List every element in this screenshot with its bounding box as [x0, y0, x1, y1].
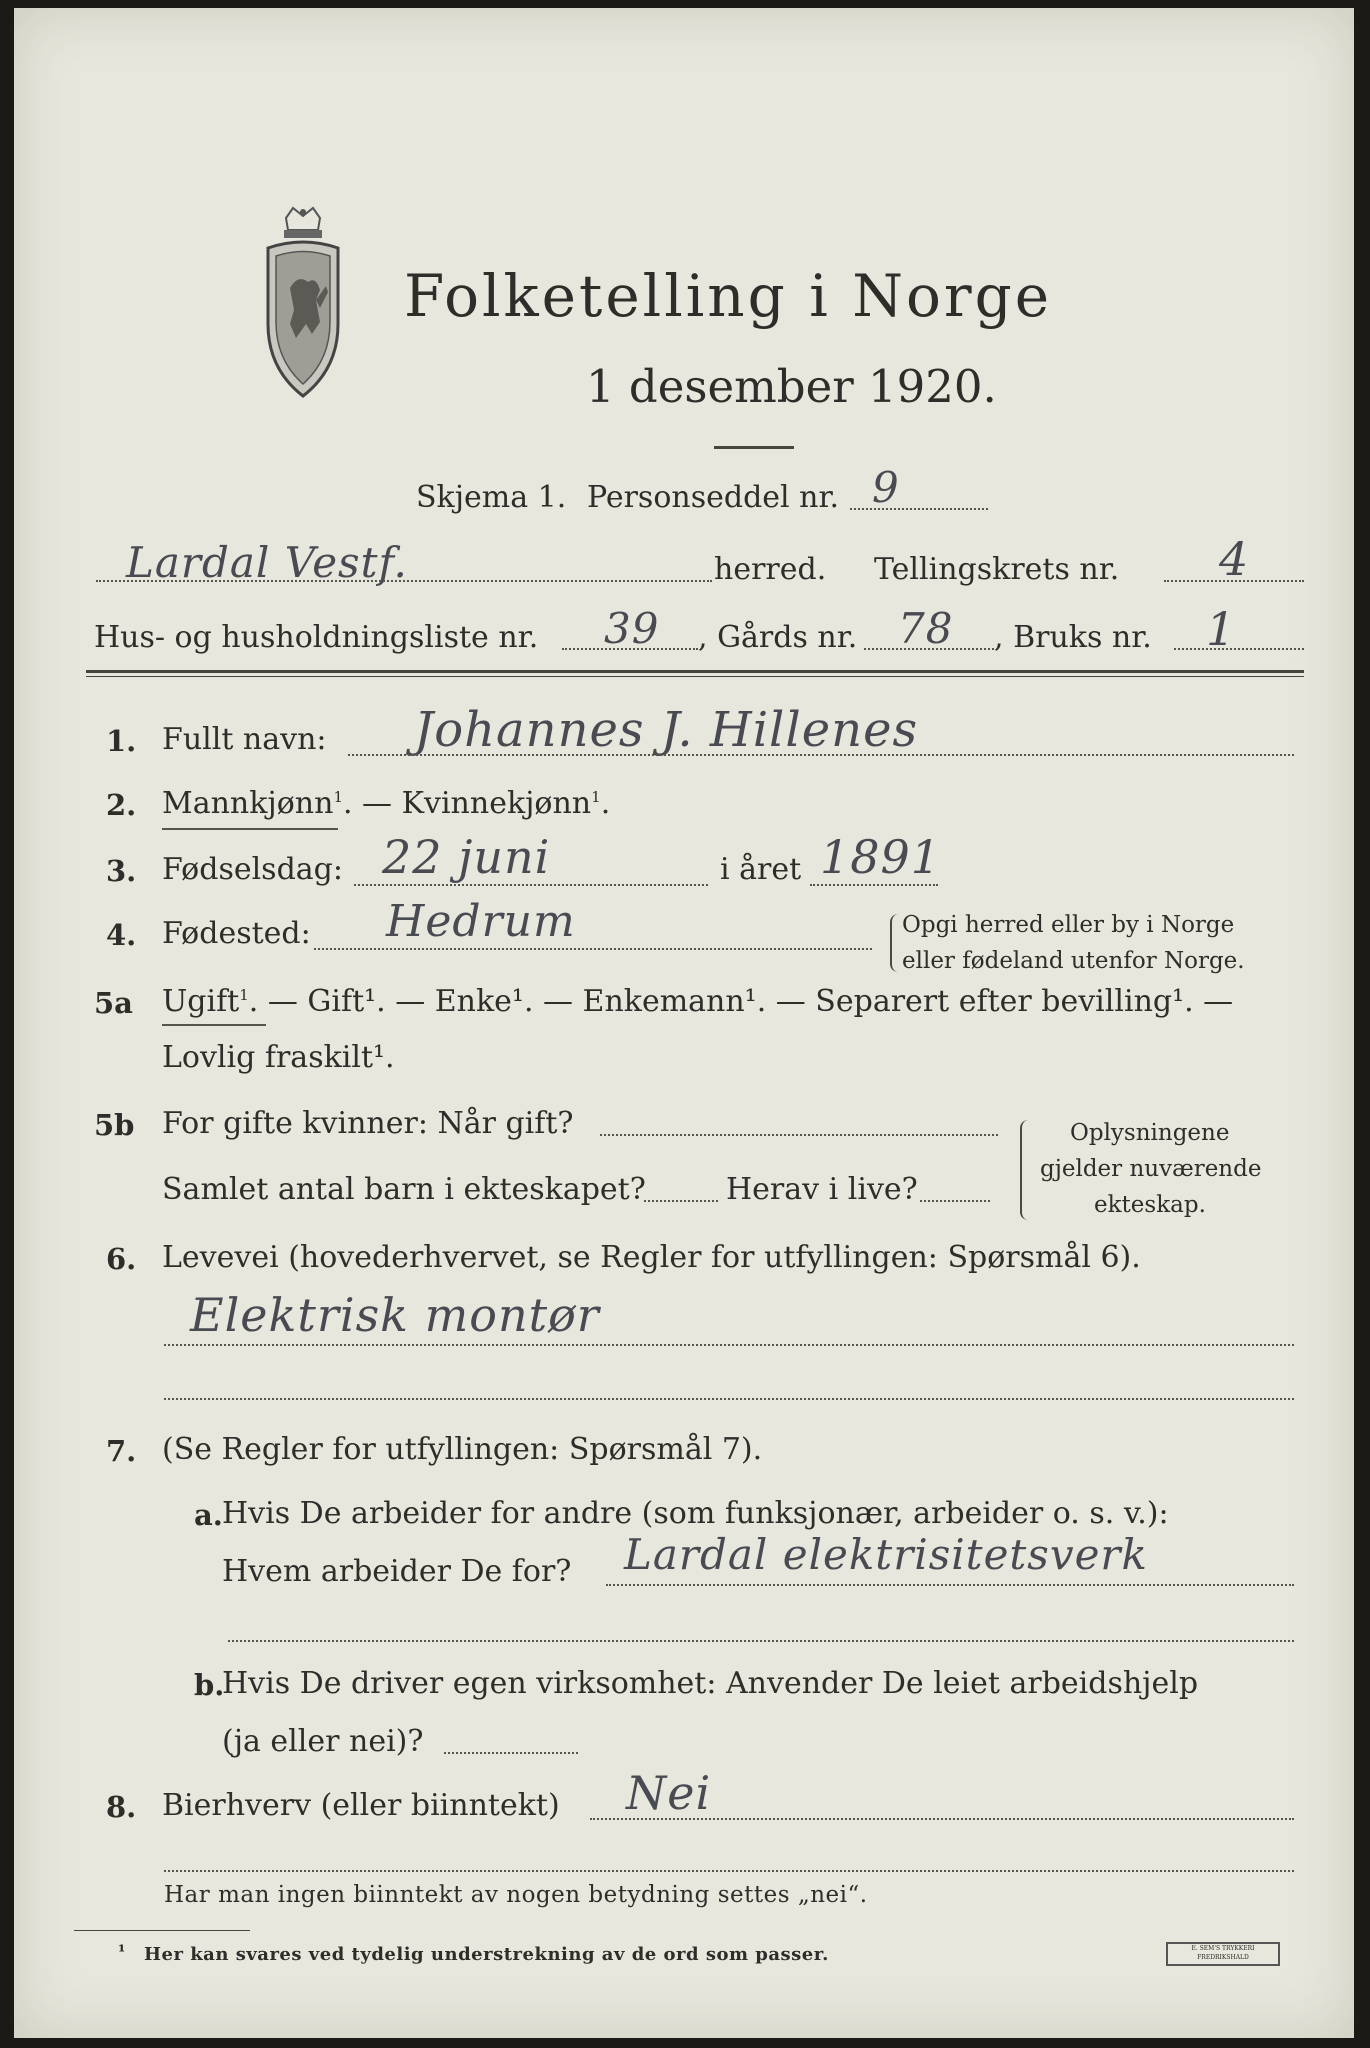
- q2-sep: . —: [342, 786, 402, 821]
- form-date: 1 desember 1920.: [586, 360, 997, 413]
- q5b-line-1: [600, 1134, 998, 1136]
- q7b-line: [444, 1752, 578, 1754]
- skjema-label: Skjema 1.: [416, 480, 567, 515]
- q2-end: .: [600, 786, 611, 821]
- q3-label: Fødselsdag:: [162, 852, 343, 887]
- q7-label: (Se Regler for utfyllingen: Spørsmål 7).: [162, 1432, 763, 1467]
- q5a-ugift-underline: [162, 1024, 266, 1026]
- header-rule-2: [86, 676, 1304, 677]
- hus-label: Hus- og husholdningsliste nr.: [94, 620, 539, 655]
- q5b-brace: [1020, 1120, 1032, 1220]
- q3-value: 22 juni: [382, 830, 551, 884]
- bruks-line: [1174, 648, 1304, 650]
- q8-line-extra: [164, 1870, 1294, 1872]
- q7b-letter: b.: [194, 1668, 225, 1702]
- q3-number: 3.: [106, 854, 137, 888]
- q2-mann-underline: [162, 828, 338, 830]
- footnote-text: Her kan svares ved tydelig understrekning av de ord som passer.: [144, 1944, 829, 1965]
- footer-note: Har man ingen biinntekt av nogen betydning settes „nei“.: [164, 1882, 868, 1908]
- q6-number: 6.: [106, 1242, 137, 1276]
- hus-line: [562, 648, 698, 650]
- bruks-value: 1: [1206, 602, 1237, 656]
- q1-line: [348, 754, 1294, 756]
- q4-value: Hedrum: [386, 896, 576, 947]
- herred-value: Lardal Vestf.: [126, 538, 408, 587]
- q7a-letter: a.: [194, 1498, 223, 1532]
- tellingskrets-value: 4: [1219, 532, 1250, 586]
- q6-label: Levevei (hovederhvervet, se Regler for utfyllingen: Spørsmål 6).: [162, 1240, 1141, 1275]
- q8-label: Bierhverv (eller biinntekt): [162, 1788, 560, 1823]
- q5a-line-2: Lovlig fraskilt¹.: [162, 1040, 395, 1075]
- q5b-line-2: [644, 1200, 718, 1202]
- q7a-line-2: Hvem arbeider De for?: [222, 1554, 572, 1589]
- personseddel-value: 9: [872, 463, 900, 512]
- q5b-number: 5b: [94, 1108, 135, 1142]
- q5a-ugift: Ugift: [162, 984, 240, 1019]
- q5b-label-2: Samlet antal barn i ekteskapet?: [162, 1172, 646, 1207]
- tellingskrets-label: Tellingskrets nr.: [874, 552, 1120, 587]
- q6-line-1: [164, 1344, 1294, 1346]
- q2-number: 2.: [106, 788, 137, 822]
- q7a-value: Lardal elektrisitetsverk: [624, 1530, 1148, 1579]
- herred-line: [96, 580, 712, 582]
- footnote-mark: ¹: [118, 1942, 126, 1962]
- personseddel-line: [850, 508, 988, 510]
- printer-stamp: E. SEM'S TRYKKERI FREDRIKSHALD: [1166, 1942, 1280, 1966]
- q2-kvinne: Kvinnekjønn: [401, 786, 592, 821]
- q1-number: 1.: [106, 724, 137, 758]
- q7b-line-2: (ja eller nei)?: [222, 1724, 424, 1759]
- header-rule-1: [86, 670, 1304, 673]
- footnote-rule: [74, 1930, 250, 1931]
- q7a-line-extra: [228, 1640, 1294, 1642]
- q5a-rest: . — Gift¹. — Enke¹. — Enkemann¹. — Separert efter bevilling¹. —: [248, 984, 1234, 1019]
- q3-year-line: [810, 884, 938, 886]
- bruks-label: , Bruks nr.: [994, 620, 1152, 655]
- personseddel-label: Personseddel nr.: [587, 480, 840, 515]
- q7-number: 7.: [106, 1434, 137, 1468]
- q3-line: [354, 884, 708, 886]
- q4-brace: [890, 914, 900, 972]
- q5a-number: 5a: [94, 986, 133, 1020]
- gards-value: 78: [898, 604, 954, 653]
- title-divider: [714, 446, 794, 449]
- q6-line-2: [164, 1398, 1294, 1400]
- q3-year-value: 1891: [820, 830, 942, 884]
- q2-mann: Mannkjønn: [162, 786, 334, 821]
- q5b-line-3: [920, 1200, 990, 1202]
- hus-value: 39: [604, 604, 660, 653]
- q4-number: 4.: [106, 918, 137, 952]
- gards-line: [864, 648, 994, 650]
- form-title: Folketelling i Norge: [404, 262, 1053, 330]
- q8-line: [590, 1818, 1294, 1820]
- q4-line: [314, 948, 872, 950]
- q2-line: Mannkjønn$^1$. — Kvinnekjønn$^1$.: [162, 786, 611, 821]
- q5b-note-1: Oplysningene: [1070, 1120, 1230, 1146]
- q6-value: Elektrisk montør: [190, 1288, 600, 1342]
- q5a-line: Ugift$^1$. — Gift¹. — Enke¹. — Enkemann¹. — Separert efter bevilling¹. —: [162, 984, 1234, 1019]
- q8-value: Nei: [626, 1766, 712, 1820]
- tellingskrets-line: [1164, 580, 1304, 582]
- q5b-note-3: ekteskap.: [1094, 1192, 1206, 1218]
- herred-label: herred.: [714, 552, 827, 587]
- q7b-line-1: Hvis De driver egen virksomhet: Anvender De leiet arbeidshjelp: [222, 1666, 1199, 1701]
- q7a-line: [606, 1584, 1294, 1586]
- q7a-line-1: Hvis De arbeider for andre (som funksjonær, arbeider o. s. v.):: [222, 1496, 1169, 1531]
- q5b-label-3: Herav i live?: [726, 1172, 918, 1207]
- q4-label: Fødested:: [162, 916, 311, 951]
- census-form: [14, 8, 1354, 2038]
- gards-label: , Gårds nr.: [698, 620, 858, 655]
- q8-number: 8.: [106, 1790, 137, 1824]
- q1-value: Johannes J. Hillenes: [414, 702, 919, 758]
- q1-label: Fullt navn:: [162, 722, 327, 757]
- q5b-note-2: gjelder nuværende: [1040, 1156, 1262, 1182]
- coat-of-arms-icon: [246, 204, 360, 404]
- q5b-label-1: For gifte kvinner: Når gift?: [162, 1106, 574, 1141]
- q4-note-2: eller fødeland utenfor Norge.: [902, 948, 1245, 974]
- q3-year-label: i året: [720, 852, 802, 887]
- q4-note-1: Opgi herred eller by i Norge: [902, 912, 1235, 938]
